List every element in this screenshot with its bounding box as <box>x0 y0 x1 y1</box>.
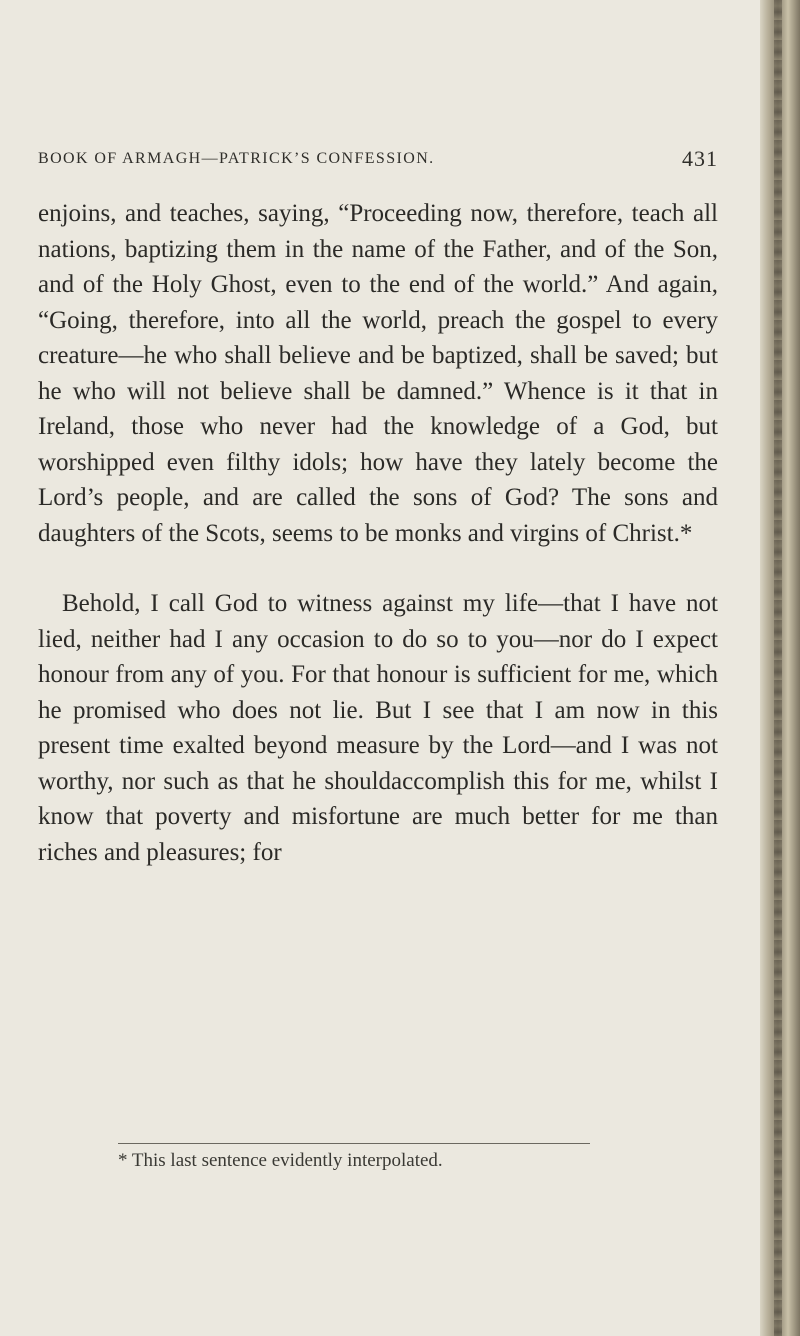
spine-shadow <box>774 0 782 1336</box>
main-text <box>38 196 718 870</box>
book-spine-edge <box>760 0 800 1336</box>
page-header <box>38 146 718 180</box>
page-number: 431 <box>682 146 718 171</box>
running-head: BOOK OF ARMAGH—PATRICK’S CONFESSION. <box>38 150 435 167</box>
paragraph-1: enjoins, and teaches, saying, “Proceeding now, therefore, teach all nations, baptizing them in the name of the Father, and of the Son, and of the Holy Ghost, even to the end of the world.” And again, “Going, therefore, into all the world, preach the gospel to every creature—he who shall believe and be baptized, shall be saved; but he who will not believe shall be damned.” Whence is it that in Ireland, those who never had the knowledge of a God, but worshipped even filthy idols; how have they lately become the Lord’s people, and are called the sons of God? The sons and daughters of the Scots, seems to be monks and virgins of Christ.* <box>38 200 718 547</box>
footnote-divider <box>118 1143 590 1144</box>
paragraph-2: Behold, I call God to witness against my life—that I have not lied, neither had I any occasion to do so to you—nor do I expect honour from any of you. For that honour is sufficient for me, which he promised who does not lie. But I see that I am now in this present time exalted beyond measure by the Lord—and I was not worthy, nor such as that he shouldaccomplish this for me, whilst I know that poverty and misfortune are much better for me than riches and pleasures; for <box>38 590 718 866</box>
footnote: * This last sentence evidently interpolated. <box>118 1150 443 1171</box>
